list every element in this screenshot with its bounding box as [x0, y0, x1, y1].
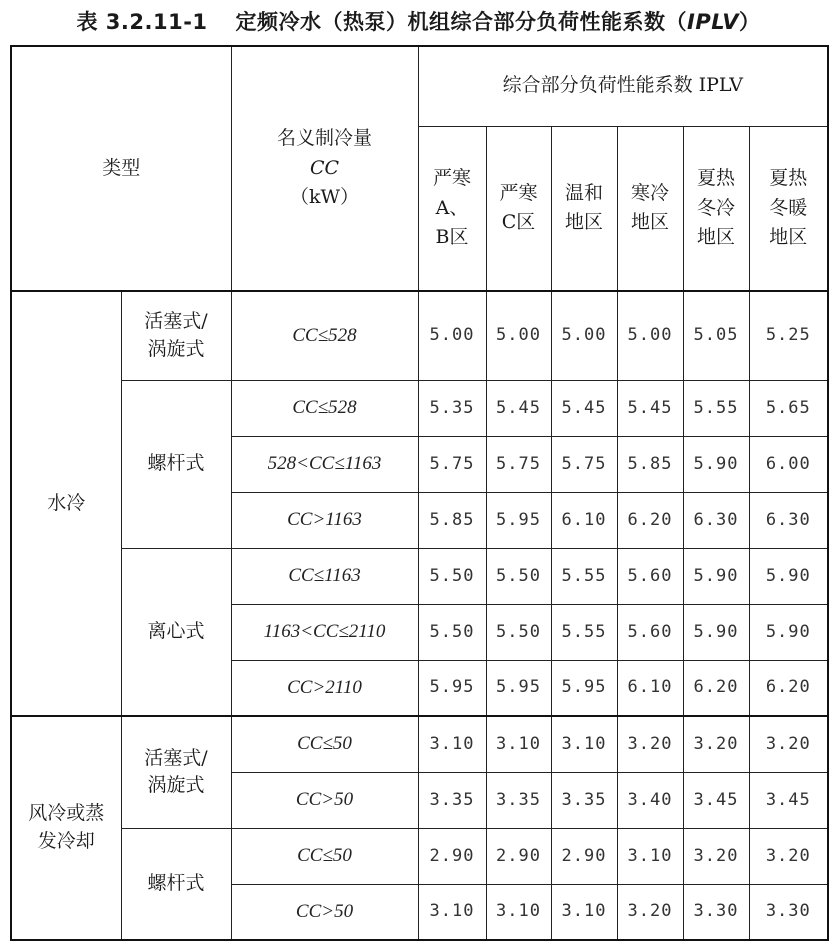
value-cell: 5.75 — [418, 436, 486, 492]
value-cell: 6.30 — [683, 492, 749, 548]
subtype-piston-scroll — [121, 291, 231, 380]
value-cell: 5.45 — [486, 380, 551, 436]
value-cell: 3.40 — [617, 772, 683, 828]
zone-line: B区 — [435, 225, 469, 248]
value-cell: 3.20 — [749, 716, 828, 772]
group-air-line1: 风冷或蒸 — [28, 802, 105, 825]
iplv-table — [10, 45, 829, 941]
zone-line: 夏热 — [697, 167, 736, 190]
table-row — [11, 716, 828, 772]
header-iplv-group: 综合部分负荷性能系数 IPLV — [418, 46, 828, 126]
zone-line: 严寒 — [433, 167, 472, 190]
value-cell: 6.20 — [683, 660, 749, 716]
value-cell: 5.55 — [683, 380, 749, 436]
zone-line: 温和 — [565, 181, 604, 204]
group-air-line2: 发冷却 — [37, 830, 95, 852]
value-cell: 5.90 — [683, 548, 749, 604]
value-cell: 6.20 — [617, 492, 683, 548]
header-zone — [749, 126, 828, 291]
value-cell: 5.95 — [486, 660, 551, 716]
value-cell: 3.45 — [683, 772, 749, 828]
capacity-cell: CC≤528 — [231, 380, 418, 436]
zone-line: 地区 — [697, 225, 736, 248]
value-cell: 5.00 — [418, 291, 486, 380]
value-cell: 5.65 — [749, 380, 828, 436]
value-cell: 3.10 — [617, 828, 683, 884]
zone-line: 地区 — [565, 211, 604, 234]
header-row-1 — [11, 46, 828, 126]
value-cell: 6.00 — [749, 436, 828, 492]
header-capacity-line3: （kW） — [289, 186, 360, 209]
value-cell: 3.20 — [617, 716, 683, 772]
value-cell: 3.45 — [749, 772, 828, 828]
value-cell: 5.90 — [683, 604, 749, 660]
value-cell: 5.45 — [551, 380, 617, 436]
header-capacity-line2: CC — [309, 156, 340, 179]
header-capacity — [231, 46, 418, 291]
capacity-cell: CC>2110 — [231, 660, 418, 716]
header-zone — [683, 126, 749, 291]
capacity-cell: CC≤50 — [231, 828, 418, 884]
value-cell: 6.20 — [749, 660, 828, 716]
subtype-screw: 螺杆式 — [121, 380, 231, 548]
value-cell: 3.20 — [617, 884, 683, 940]
value-cell: 5.90 — [749, 604, 828, 660]
capacity-cell: CC>50 — [231, 772, 418, 828]
subtype-centrifugal: 离心式 — [121, 548, 231, 716]
zone-line: 夏热 — [769, 167, 808, 190]
value-cell: 5.25 — [749, 291, 828, 380]
zone-line: 严寒 — [499, 181, 538, 204]
value-cell: 3.20 — [683, 716, 749, 772]
table-row — [11, 291, 828, 380]
value-cell: 3.10 — [486, 716, 551, 772]
value-cell: 3.35 — [418, 772, 486, 828]
value-cell: 5.90 — [683, 436, 749, 492]
value-cell: 5.35 — [418, 380, 486, 436]
zone-line: 寒冷 — [631, 181, 670, 204]
capacity-cell: CC>50 — [231, 884, 418, 940]
table-row — [11, 828, 828, 884]
value-cell: 3.35 — [486, 772, 551, 828]
value-cell: 3.20 — [749, 828, 828, 884]
value-cell: 3.10 — [418, 716, 486, 772]
table-title — [0, 6, 837, 36]
value-cell: 3.35 — [551, 772, 617, 828]
table-title-text: 定频冷水（热泵）机组综合部分负荷性能系数（ — [235, 10, 688, 34]
value-cell: 5.50 — [418, 604, 486, 660]
subtype-screw: 螺杆式 — [121, 828, 231, 940]
group-air — [11, 716, 121, 940]
value-cell: 5.50 — [486, 604, 551, 660]
value-cell: 5.00 — [486, 291, 551, 380]
value-cell: 3.10 — [486, 884, 551, 940]
header-zone — [617, 126, 683, 291]
value-cell: 5.55 — [551, 548, 617, 604]
zone-line: C区 — [501, 211, 536, 234]
header-zone — [551, 126, 617, 291]
header-zone — [486, 126, 551, 291]
value-cell: 5.90 — [749, 548, 828, 604]
capacity-cell: CC≤1163 — [231, 548, 418, 604]
zone-line: A、 — [435, 196, 469, 219]
group-water: 水冷 — [11, 291, 121, 716]
value-cell: 3.10 — [418, 884, 486, 940]
value-cell: 5.85 — [418, 492, 486, 548]
subtype-line: 活塞式/ — [144, 310, 208, 333]
value-cell: 2.90 — [418, 828, 486, 884]
value-cell: 6.10 — [551, 492, 617, 548]
capacity-cell: CC>1163 — [231, 492, 418, 548]
value-cell: 3.10 — [551, 716, 617, 772]
capacity-cell: 528<CC≤1163 — [231, 436, 418, 492]
value-cell: 5.50 — [418, 548, 486, 604]
table-title-suffix: ） — [739, 10, 761, 34]
value-cell: 2.90 — [551, 828, 617, 884]
value-cell: 5.00 — [551, 291, 617, 380]
value-cell: 5.95 — [486, 492, 551, 548]
subtype-piston-scroll — [121, 716, 231, 828]
zone-line: 冬冷 — [697, 196, 736, 219]
capacity-cell: 1163<CC≤2110 — [231, 604, 418, 660]
zone-line: 地区 — [631, 211, 670, 234]
table-number: 表 3.2.11-1 — [76, 10, 208, 34]
value-cell: 6.10 — [617, 660, 683, 716]
table-title-abbr: IPLV — [687, 10, 739, 34]
value-cell: 5.95 — [418, 660, 486, 716]
value-cell: 5.60 — [617, 548, 683, 604]
value-cell: 5.95 — [551, 660, 617, 716]
value-cell: 5.85 — [617, 436, 683, 492]
value-cell: 6.30 — [749, 492, 828, 548]
value-cell: 5.50 — [486, 548, 551, 604]
value-cell: 5.75 — [486, 436, 551, 492]
header-capacity-line1: 名义制冷量 — [277, 127, 373, 150]
value-cell: 5.45 — [617, 380, 683, 436]
value-cell: 5.60 — [617, 604, 683, 660]
capacity-cell: CC≤528 — [231, 291, 418, 380]
value-cell: 2.90 — [486, 828, 551, 884]
table-row — [11, 548, 828, 604]
subtype-line: 涡旋式 — [147, 774, 205, 797]
table-row — [11, 380, 828, 436]
zone-line: 地区 — [769, 225, 808, 248]
subtype-line: 涡旋式 — [147, 337, 205, 360]
value-cell: 5.00 — [617, 291, 683, 380]
value-cell: 5.55 — [551, 604, 617, 660]
value-cell: 3.20 — [683, 828, 749, 884]
value-cell: 5.75 — [551, 436, 617, 492]
value-cell: 5.05 — [683, 291, 749, 380]
value-cell: 3.30 — [683, 884, 749, 940]
zone-line: 冬暖 — [769, 196, 808, 219]
header-zone — [418, 126, 486, 291]
value-cell: 3.30 — [749, 884, 828, 940]
capacity-cell: CC≤50 — [231, 716, 418, 772]
value-cell: 3.10 — [551, 884, 617, 940]
subtype-line: 活塞式/ — [144, 746, 208, 769]
header-type: 类型 — [11, 46, 231, 291]
